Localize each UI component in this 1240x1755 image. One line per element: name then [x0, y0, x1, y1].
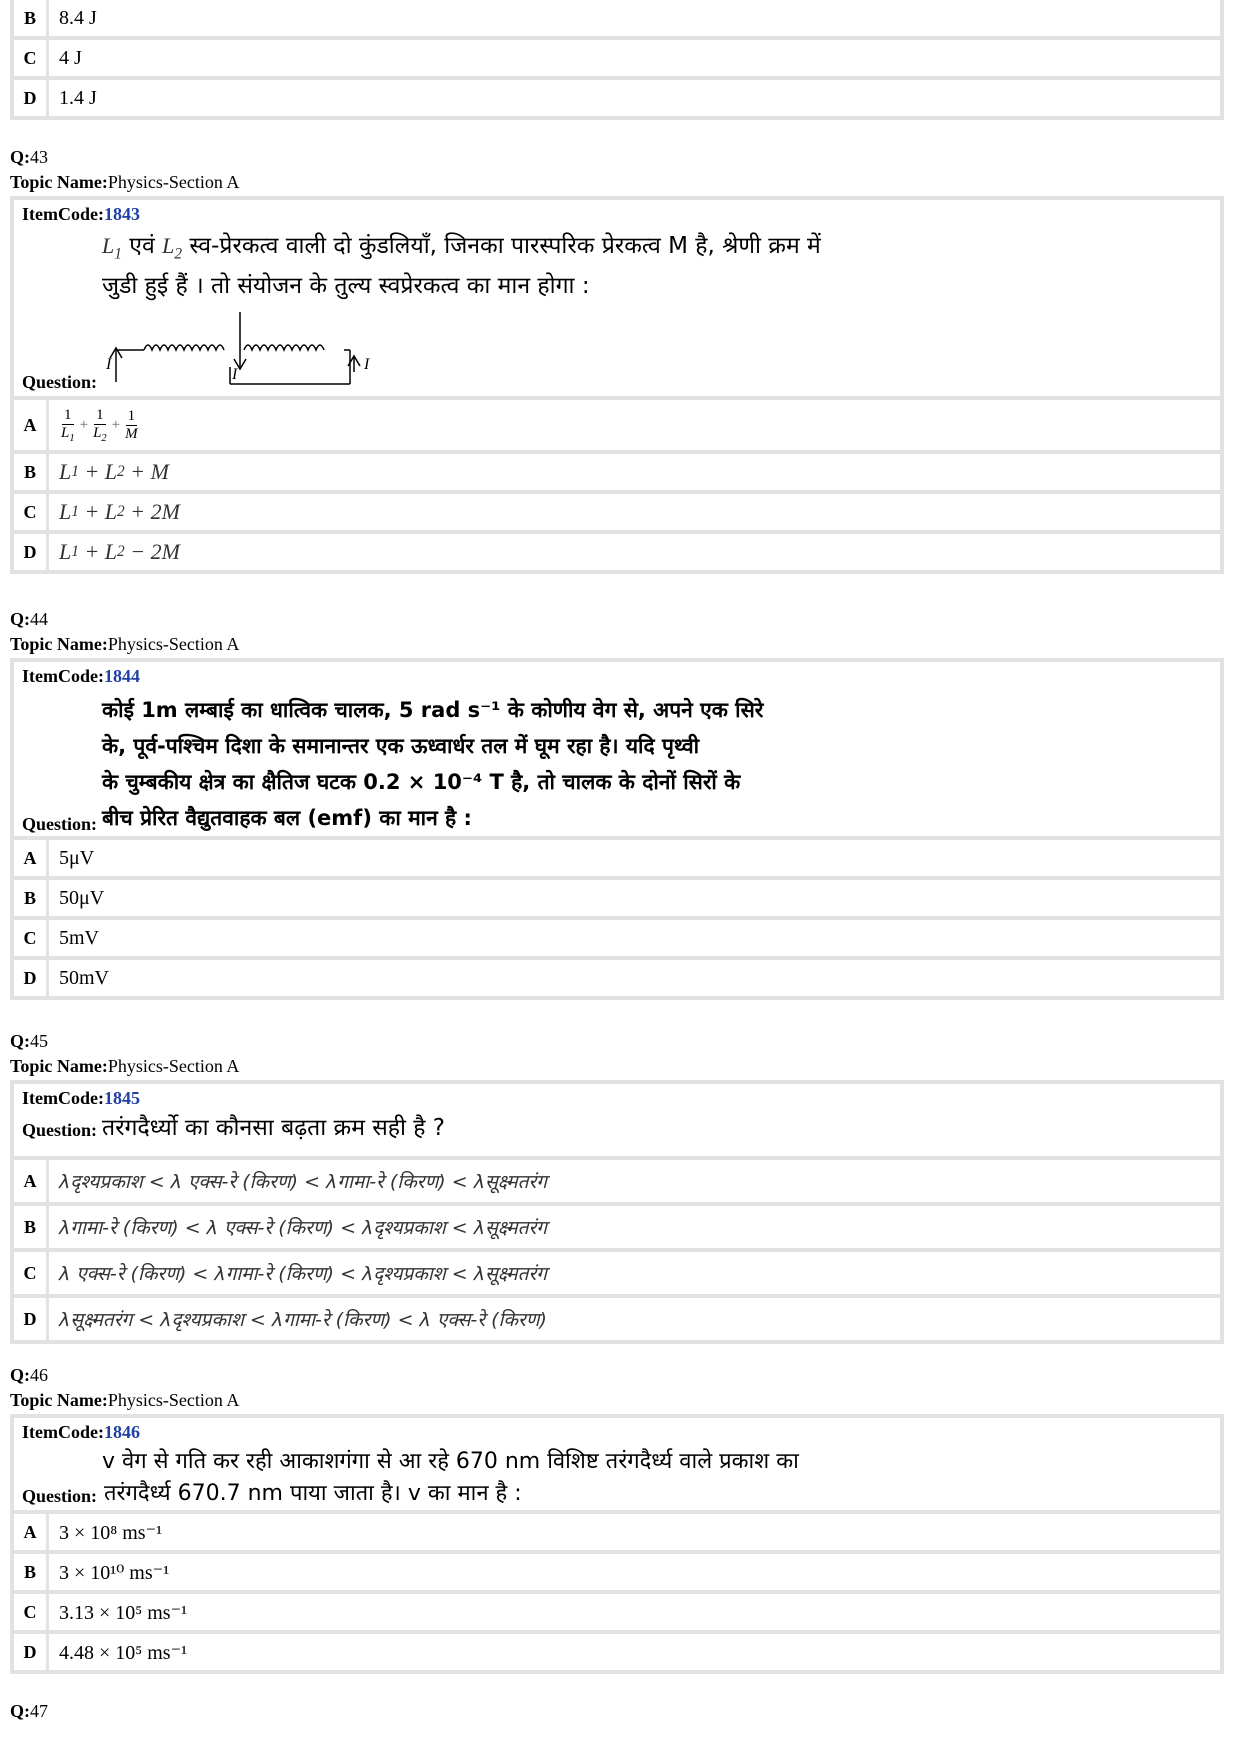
- question-label: Question:: [22, 814, 98, 834]
- option-value: 3 × 10¹⁰ ms⁻¹: [59, 1561, 170, 1584]
- q44-options: [10, 836, 1224, 1000]
- question-label: Question:: [22, 1120, 98, 1140]
- option-row[interactable]: [14, 1634, 1220, 1670]
- item-code: ItemCode:1844: [22, 666, 140, 686]
- option-letter: B: [14, 0, 49, 36]
- question-text: तरंगदैर्ध्य 670.7 nm पाया जाता है। v का मान है :: [104, 1481, 522, 1506]
- option-row[interactable]: [14, 40, 1220, 76]
- option-value: 8.4 J: [59, 6, 97, 29]
- option-value: 1.4 J: [59, 86, 97, 109]
- option-row[interactable]: [14, 1252, 1220, 1294]
- option-row[interactable]: [14, 1514, 1220, 1550]
- question-number: Q:45: [10, 1031, 48, 1051]
- question-label: Question:: [22, 1486, 98, 1506]
- option-value: 4.48 × 10⁵ ms⁻¹: [59, 1641, 188, 1664]
- option-row[interactable]: [14, 1206, 1220, 1248]
- q45-options: [10, 1156, 1224, 1344]
- option-letter: B: [14, 1206, 49, 1248]
- option-value: 5μV: [59, 846, 95, 869]
- option-value: 4 J: [59, 46, 82, 69]
- option-letter: C: [14, 1594, 49, 1630]
- option-value: $\frac{1}{L_1}$ + $\frac{1}{L_2}$ + $\frac{1}{M}$: [61, 406, 138, 444]
- option-letter: B: [14, 454, 49, 490]
- option-letter: C: [14, 40, 49, 76]
- question-text: तरंगदैर्ध्यो का कौनसा बढ़ता क्रम सही है ?: [102, 1115, 446, 1141]
- question-number: Q:47: [10, 1701, 48, 1721]
- option-row[interactable]: [14, 534, 1220, 570]
- question-box: [10, 658, 1224, 836]
- topic-name: Topic Name:Physics-Section A: [10, 1390, 240, 1410]
- option-row[interactable]: [14, 454, 1220, 490]
- option-letter: A: [14, 1514, 49, 1550]
- option-letter: B: [14, 1554, 49, 1590]
- item-code: ItemCode:1843: [22, 204, 140, 224]
- option-row[interactable]: [14, 400, 1220, 450]
- question-label: Question:: [22, 372, 98, 392]
- option-value: 50mV: [59, 966, 109, 989]
- item-code: ItemCode:1845: [22, 1088, 140, 1108]
- option-letter: A: [14, 400, 49, 450]
- q42-options: [10, 0, 1224, 120]
- topic-name: Topic Name:Physics-Section A: [10, 172, 240, 192]
- topic-name: Topic Name:Physics-Section A: [10, 634, 240, 654]
- option-letter: D: [14, 1298, 49, 1340]
- option-row[interactable]: [14, 960, 1220, 996]
- option-value: L 1 + L 2 + M: [59, 459, 169, 484]
- current-label: I: [106, 356, 112, 373]
- circuit-diagram: [104, 312, 404, 392]
- question-number: Q:46: [10, 1365, 48, 1385]
- option-letter: C: [14, 1252, 49, 1294]
- option-value: 50μV: [59, 886, 105, 909]
- question-number: Q:44: [10, 609, 48, 629]
- option-value: 3 × 10⁸ ms⁻¹: [59, 1521, 163, 1544]
- option-value: λ एक्स-रे (किरण) < λगामा-रे (किरण) < λदृश्यप्रकाश < λसूक्ष्मतरंग: [59, 1263, 547, 1285]
- option-letter: D: [14, 534, 49, 570]
- question-number: Q:43: [10, 147, 48, 167]
- option-value: L 1 + L 2 + 2M: [59, 499, 180, 524]
- option-row[interactable]: [14, 840, 1220, 876]
- option-letter: D: [14, 960, 49, 996]
- current-label: I: [232, 366, 238, 383]
- question-text: $L_1$ एवं $L_2$ स्व-प्रेरकत्व वाली दो कुंडलियाँ, जिनका पारस्परिक प्रेरकत्व M है, श्रेणी क्रम में जुडी हुई हैं । तो संयोजन के तुल्य स्वप्रेरकत्व का मान होगा :: [102, 233, 821, 300]
- option-row[interactable]: [14, 80, 1220, 116]
- item-code: ItemCode:1846: [22, 1422, 140, 1442]
- option-letter: C: [14, 920, 49, 956]
- option-row[interactable]: [14, 1160, 1220, 1202]
- option-row[interactable]: [14, 1594, 1220, 1630]
- option-row[interactable]: [14, 920, 1220, 956]
- q43-options: [10, 396, 1224, 574]
- option-letter: D: [14, 80, 49, 116]
- option-value: L 1 + L 2 − 2M: [59, 539, 180, 564]
- question-text: v वेग से गति कर रही आकाशगंगा से आ रहे 670 nm विशिष्ट तरंगदैर्ध्य वाले प्रकाश का: [102, 1449, 799, 1474]
- question-box: [10, 1080, 1224, 1160]
- option-value: λसूक्ष्मतरंग < λदृश्यप्रकाश < λगामा-रे (किरण) < λ एक्स-रे (किरण): [59, 1309, 547, 1331]
- q46-options: [10, 1510, 1224, 1674]
- option-row[interactable]: [14, 1298, 1220, 1340]
- option-letter: A: [14, 840, 49, 876]
- option-letter: A: [14, 1160, 49, 1202]
- option-value: λदृश्यप्रकाश < λ एक्स-रे (किरण) < λगामा-रे (किरण) < λसूक्ष्मतरंग: [59, 1171, 547, 1193]
- option-row[interactable]: [14, 1554, 1220, 1590]
- option-letter: B: [14, 880, 49, 916]
- option-letter: D: [14, 1634, 49, 1670]
- option-row[interactable]: [14, 880, 1220, 916]
- question-text: कोई 1m लम्बाई का धात्विक चालक, 5 rad s⁻¹ के कोणीय वेग से, अपने एक सिरे के, पूर्व-पश्चिम दिशा के समानान्तर एक ऊध्वार्धर तल में घूम रहा है। यदि पृथ्वी के चुम्बकीय क्षेत्र का क्षैतिज घटक 0.2 × 10⁻⁴ T है, तो चालक के दोनों सिरों के बीच प्रेरित वैद्युतवाहक बल (emf) का मान है :: [102, 698, 764, 830]
- option-value: 3.13 × 10⁵ ms⁻¹: [59, 1601, 188, 1624]
- question-box: [10, 1414, 1224, 1514]
- option-value: λगामा-रे (किरण) < λ एक्स-रे (किरण) < λदृश्यप्रकाश < λसूक्ष्मतरंग: [59, 1217, 547, 1239]
- question-box: [10, 196, 1224, 396]
- option-value: 5mV: [59, 926, 99, 949]
- option-row[interactable]: [14, 494, 1220, 530]
- option-row[interactable]: [14, 0, 1220, 36]
- option-letter: C: [14, 494, 49, 530]
- current-label: I: [364, 356, 370, 373]
- topic-name: Topic Name:Physics-Section A: [10, 1056, 240, 1076]
